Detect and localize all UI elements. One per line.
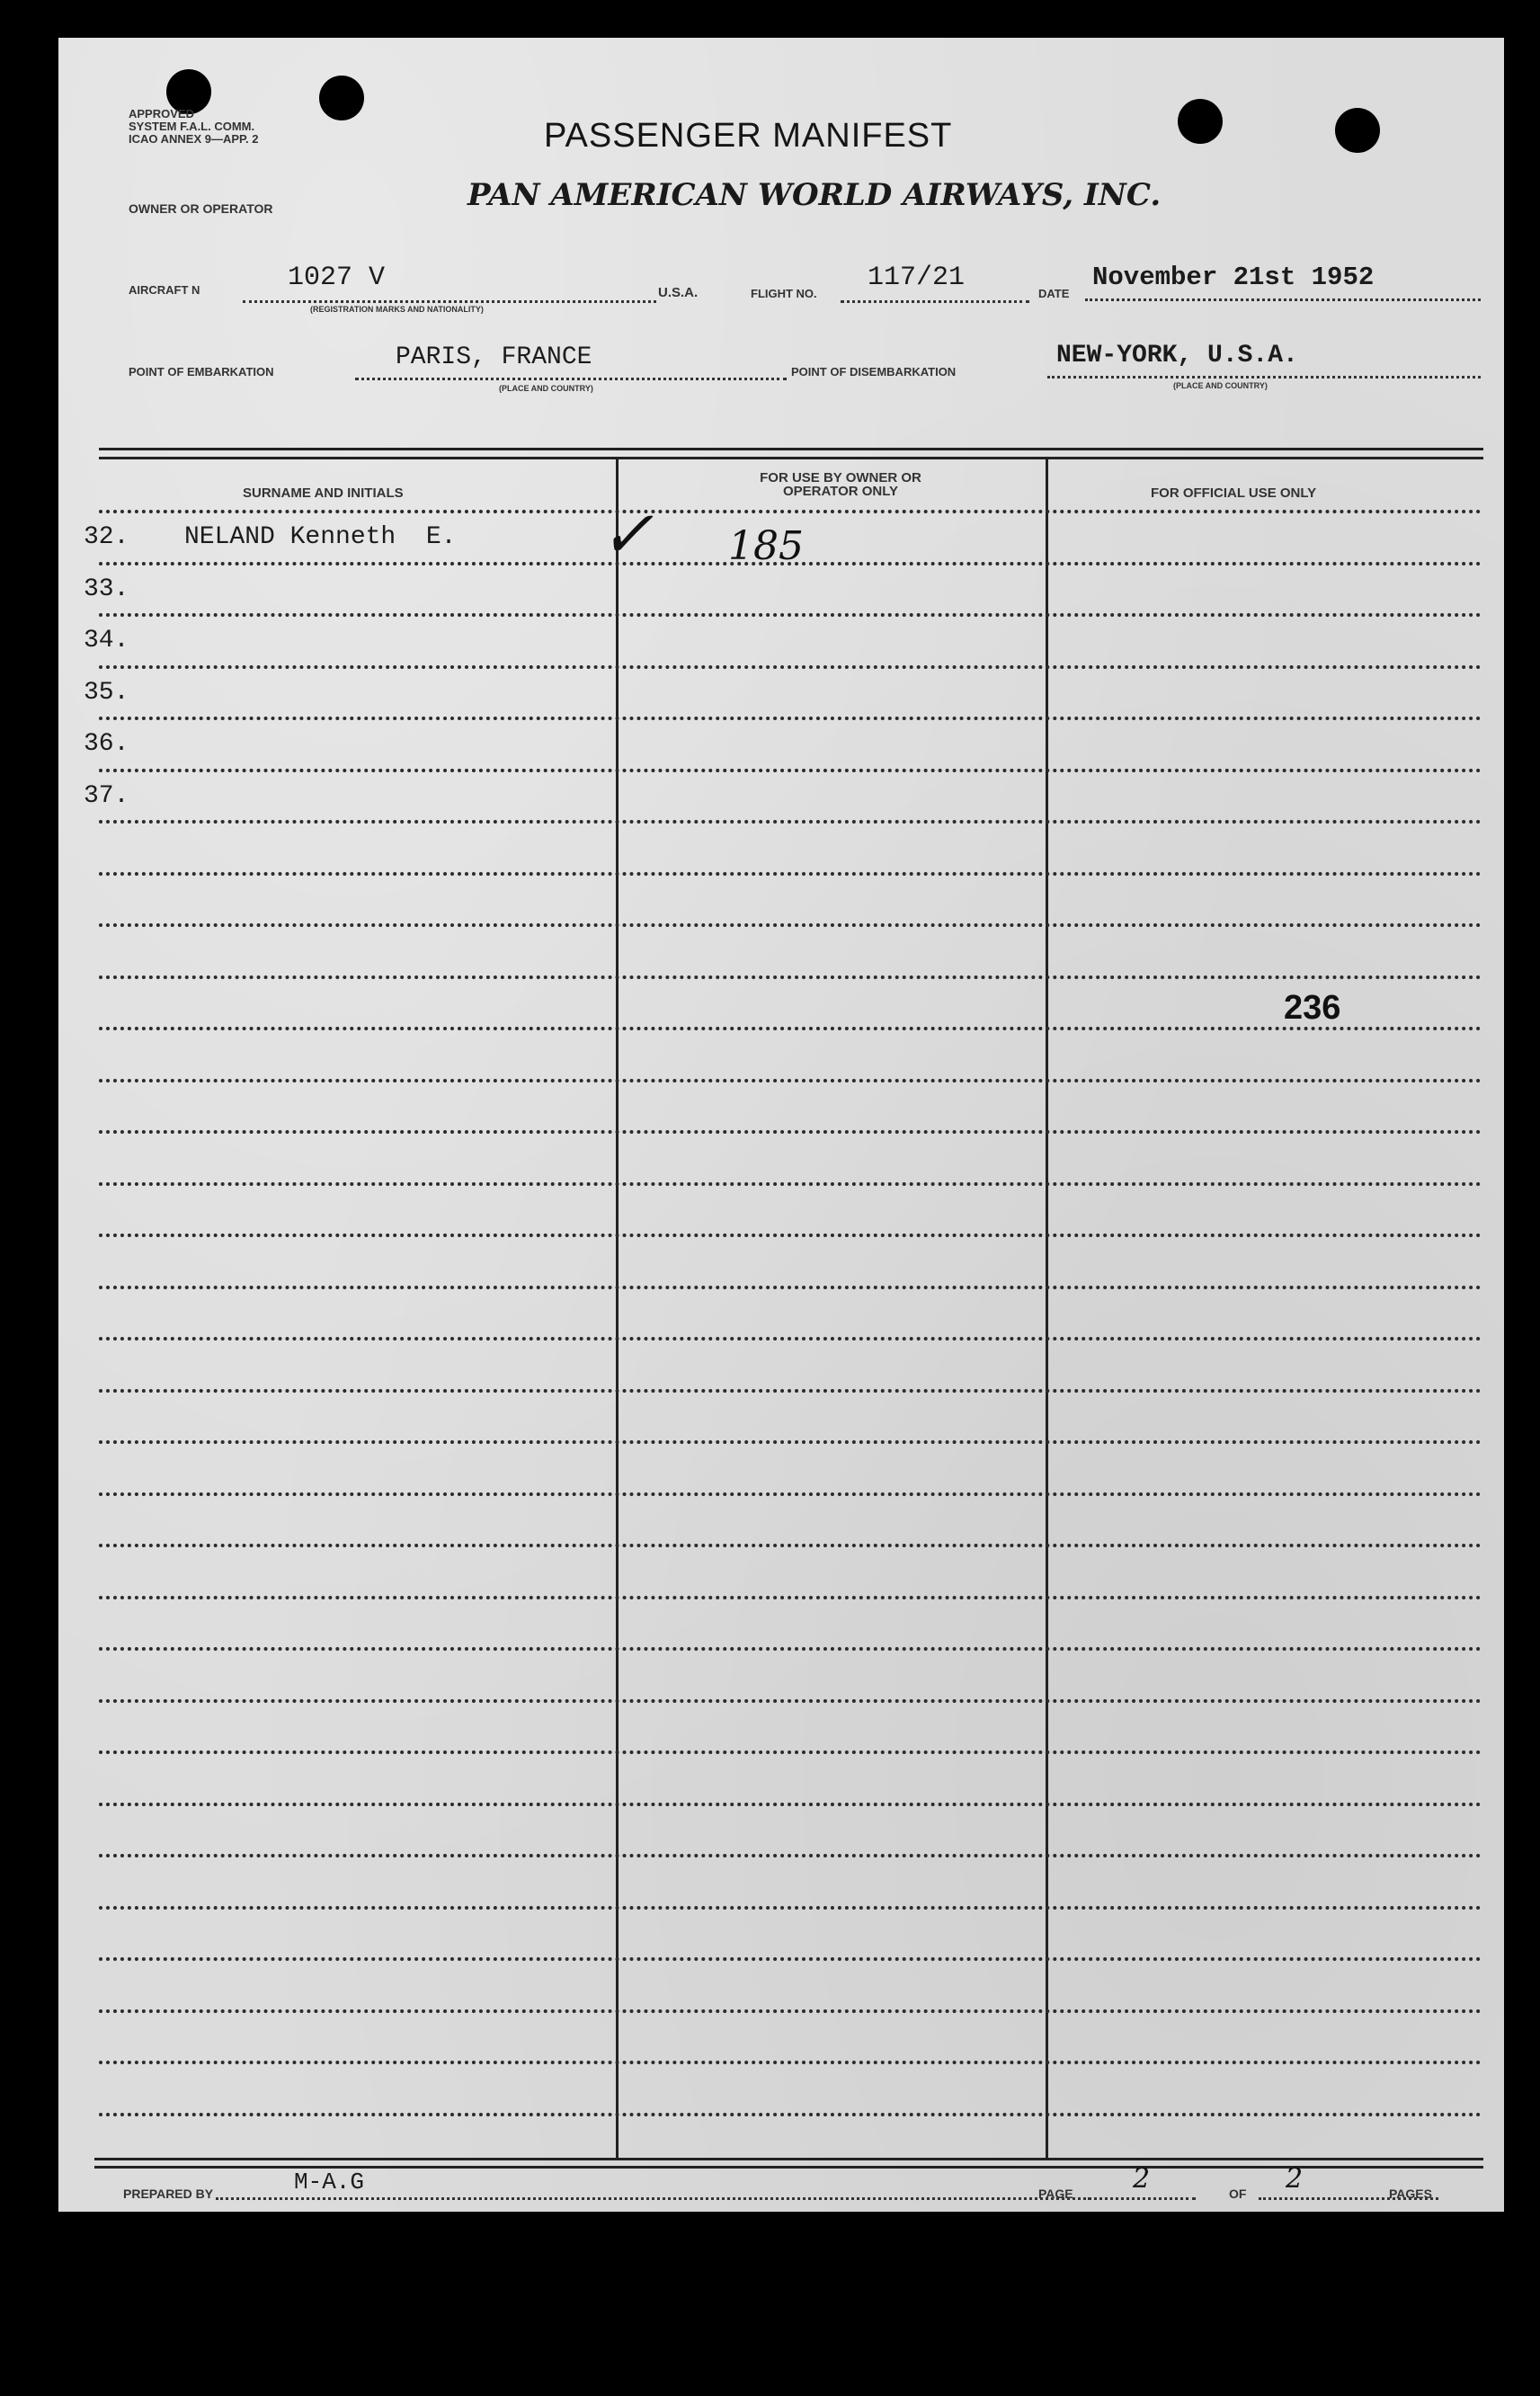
rule-line bbox=[99, 1596, 1482, 1599]
page-underline bbox=[1088, 2197, 1196, 2200]
column-divider bbox=[616, 459, 619, 2158]
rule-line bbox=[99, 1544, 1482, 1547]
rule-line bbox=[99, 1286, 1482, 1289]
rule-line bbox=[99, 1492, 1482, 1496]
embarkation-value: PARIS, FRANCE bbox=[396, 343, 592, 371]
rule-line bbox=[99, 975, 1482, 979]
row-number: 36. bbox=[84, 730, 129, 758]
of-label: OF bbox=[1229, 2187, 1247, 2201]
disembarkation-hint: (PLACE AND COUNTRY) bbox=[1173, 381, 1268, 390]
row-number: 34. bbox=[84, 627, 129, 655]
aircraft-underline bbox=[243, 300, 656, 303]
rule-line bbox=[99, 1647, 1482, 1651]
header-official: FOR OFFICIAL USE ONLY bbox=[1151, 485, 1317, 501]
rule-line bbox=[99, 1803, 1482, 1806]
prepared-underline bbox=[216, 2197, 1097, 2200]
rule-line bbox=[99, 1182, 1482, 1186]
header-surname: SURNAME AND INITIALS bbox=[243, 485, 404, 501]
rule-line bbox=[99, 1906, 1482, 1910]
row-number: 37. bbox=[84, 782, 129, 810]
rule-line bbox=[99, 820, 1482, 824]
rule-line bbox=[99, 665, 1482, 669]
airline-name: PAN AMERICAN WORLD AIRWAYS, INC. bbox=[467, 177, 1162, 213]
page-label: PAGE bbox=[1038, 2187, 1073, 2201]
rule-line bbox=[99, 872, 1482, 876]
usa-label: U.S.A. bbox=[658, 285, 699, 300]
disembarkation-value: NEW-YORK, U.S.A. bbox=[1056, 342, 1298, 370]
rule-line bbox=[99, 717, 1482, 720]
disembarkation-underline bbox=[1047, 376, 1481, 379]
rule-line bbox=[99, 2061, 1482, 2064]
date-underline bbox=[1085, 298, 1481, 301]
table-bottom-border bbox=[94, 2158, 1483, 2169]
date-label: DATE bbox=[1038, 287, 1070, 300]
row-number: 33. bbox=[84, 575, 129, 603]
approval-line: APPROVED bbox=[129, 107, 194, 120]
pages-label: PAGES bbox=[1389, 2187, 1432, 2201]
rule-line bbox=[99, 510, 1482, 513]
rule-line bbox=[99, 2113, 1482, 2116]
date-value: November 21st 1952 bbox=[1092, 263, 1375, 292]
aircraft-value: 1027 V bbox=[288, 263, 386, 293]
check-mark: ✓ bbox=[600, 496, 654, 572]
rule-line bbox=[99, 1079, 1482, 1082]
punch-hole bbox=[1178, 99, 1223, 144]
rule-line bbox=[99, 1854, 1482, 1857]
rule-line bbox=[99, 1957, 1482, 1961]
official-number: 236 bbox=[1284, 989, 1341, 1027]
page-title: PASSENGER MANIFEST bbox=[544, 117, 953, 155]
approval-line: SYSTEM F.A.L. COMM. bbox=[129, 120, 255, 133]
rule-line bbox=[99, 1027, 1482, 1030]
rule-line bbox=[99, 1130, 1482, 1134]
table-top-border bbox=[99, 448, 1483, 459]
rule-line bbox=[99, 1234, 1482, 1237]
prepared-label: PREPARED BY bbox=[123, 2187, 214, 2201]
header-owner: FOR USE BY OWNER OR OPERATOR ONLY bbox=[760, 470, 921, 499]
rule-line bbox=[99, 2009, 1482, 2013]
registration-hint: (REGISTRATION MARKS AND NATIONALITY) bbox=[310, 305, 484, 314]
embarkation-label: POINT OF EMBARKATION bbox=[129, 365, 274, 379]
embarkation-hint: (PLACE AND COUNTRY) bbox=[499, 384, 593, 393]
row-number: 32. bbox=[84, 523, 129, 551]
rule-line bbox=[99, 769, 1482, 772]
embarkation-underline bbox=[355, 378, 787, 380]
of-value: 2 bbox=[1286, 2163, 1304, 2195]
passenger-name: NELAND Kenneth E. bbox=[184, 523, 457, 551]
approval-line: ICAO ANNEX 9—APP. 2 bbox=[129, 132, 259, 146]
owner-label: OWNER OR OPERATOR bbox=[129, 201, 273, 216]
column-divider bbox=[1046, 459, 1048, 2158]
rule-line bbox=[99, 1389, 1482, 1393]
rule-line bbox=[99, 613, 1482, 617]
disembarkation-label: POINT OF DISEMBARKATION bbox=[791, 365, 957, 379]
page-value: 2 bbox=[1133, 2163, 1151, 2195]
rule-line bbox=[99, 1699, 1482, 1703]
manifest-sheet bbox=[58, 38, 1504, 2212]
flight-value: 117/21 bbox=[868, 263, 966, 293]
rule-line bbox=[99, 1337, 1482, 1341]
rule-line bbox=[99, 923, 1482, 927]
flight-underline bbox=[841, 300, 1029, 303]
punch-hole bbox=[319, 76, 364, 120]
rule-line bbox=[99, 1750, 1482, 1754]
approval-stamp bbox=[129, 108, 259, 146]
punch-hole bbox=[1335, 108, 1380, 153]
aircraft-label: AIRCRAFT N bbox=[129, 283, 200, 297]
owner-note: 185 bbox=[728, 523, 804, 569]
prepared-value: M-A.G bbox=[294, 2169, 365, 2196]
row-number: 35. bbox=[84, 679, 129, 707]
rule-line bbox=[99, 1440, 1482, 1444]
flight-label: FLIGHT NO. bbox=[751, 287, 817, 300]
